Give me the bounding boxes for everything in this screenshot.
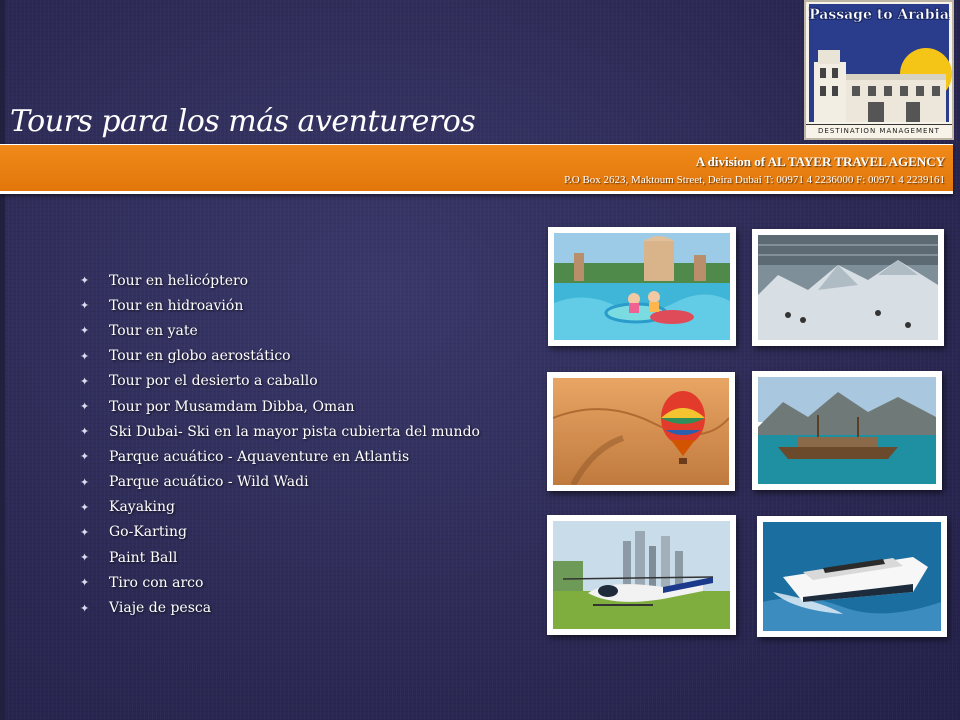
tour-list-item xyxy=(80,444,480,469)
tour-list-item xyxy=(80,570,480,595)
tour-list-item xyxy=(80,545,480,570)
tour-item-label: Tour por el desierto a caballo xyxy=(109,373,318,390)
diamond-bullet-icon: ✦ xyxy=(80,324,90,338)
diamond-bullet-icon: ✦ xyxy=(80,601,90,615)
tour-list-item xyxy=(80,595,480,620)
diamond-bullet-icon: ✦ xyxy=(80,374,90,388)
diamond-bullet-icon: ✦ xyxy=(80,551,90,565)
tour-item-label: Tour en hidroavión xyxy=(109,297,244,314)
banner-agency-line: A division of AL TAYER TRAVEL AGENCY xyxy=(695,154,945,169)
diamond-bullet-icon: ✦ xyxy=(80,450,90,464)
logo-title: Passage to Arabia xyxy=(809,7,949,23)
diamond-bullet-icon: ✦ xyxy=(80,425,90,439)
tour-item-label: Tour en yate xyxy=(109,322,198,339)
tour-list-item xyxy=(80,344,480,369)
tour-list-item xyxy=(80,318,480,343)
tour-list-item xyxy=(80,394,480,419)
tour-item-label: Tiro con arco xyxy=(109,574,204,591)
tour-item-label: Ski Dubai- Ski en la mayor pista cubierta del mundo xyxy=(109,423,480,440)
tour-item-label: Tour en helicóptero xyxy=(109,272,249,289)
diamond-bullet-icon: ✦ xyxy=(80,299,90,313)
banner-address-line: P.O Box 2623, Maktoum Street, Deira Dubai T: 00971 4 2236000 F: 00971 4 2239161 xyxy=(564,174,945,186)
tour-list-item xyxy=(80,268,480,293)
tour-list-item xyxy=(80,369,480,394)
slide-title: Tours para los más aventureros xyxy=(10,104,476,139)
left-edge-bar xyxy=(0,0,5,720)
logo-subtitle: DESTINATION MANAGEMENT xyxy=(806,124,952,138)
diamond-bullet-icon: ✦ xyxy=(80,576,90,590)
tour-item-label: Paint Ball xyxy=(109,549,178,566)
tour-list-item xyxy=(80,419,480,444)
photo-aquaventure-water-park xyxy=(548,227,736,346)
photo-helicopter xyxy=(547,515,736,635)
tour-item-label: Kayaking xyxy=(109,499,176,516)
tour-list-item xyxy=(80,495,480,520)
tour-list-item xyxy=(80,470,480,495)
photo-musandam-dhow xyxy=(752,371,942,490)
passage-to-arabia-logo xyxy=(804,0,954,140)
diamond-bullet-icon: ✦ xyxy=(80,500,90,514)
tour-list-item xyxy=(80,293,480,318)
diamond-bullet-icon: ✦ xyxy=(80,349,90,363)
tour-item-label: Parque acuático - Aquaventure en Atlantis xyxy=(109,448,410,465)
tour-list xyxy=(80,268,480,621)
photo-hot-air-balloon xyxy=(547,372,735,491)
tour-item-label: Tour en globo aerostático xyxy=(109,348,291,365)
diamond-bullet-icon: ✦ xyxy=(80,400,90,414)
tour-item-label: Tour por Musamdam Dibba, Oman xyxy=(109,398,355,415)
diamond-bullet-icon: ✦ xyxy=(80,475,90,489)
tour-item-label: Parque acuático - Wild Wadi xyxy=(109,474,309,491)
diamond-bullet-icon: ✦ xyxy=(80,525,90,539)
tour-list-item xyxy=(80,520,480,545)
agency-banner xyxy=(0,144,953,194)
photo-ski-dubai xyxy=(752,229,944,346)
diamond-bullet-icon: ✦ xyxy=(80,274,90,288)
tour-item-label: Go-Karting xyxy=(109,524,187,541)
photo-yacht xyxy=(757,516,947,637)
tour-item-label: Viaje de pesca xyxy=(109,600,212,617)
